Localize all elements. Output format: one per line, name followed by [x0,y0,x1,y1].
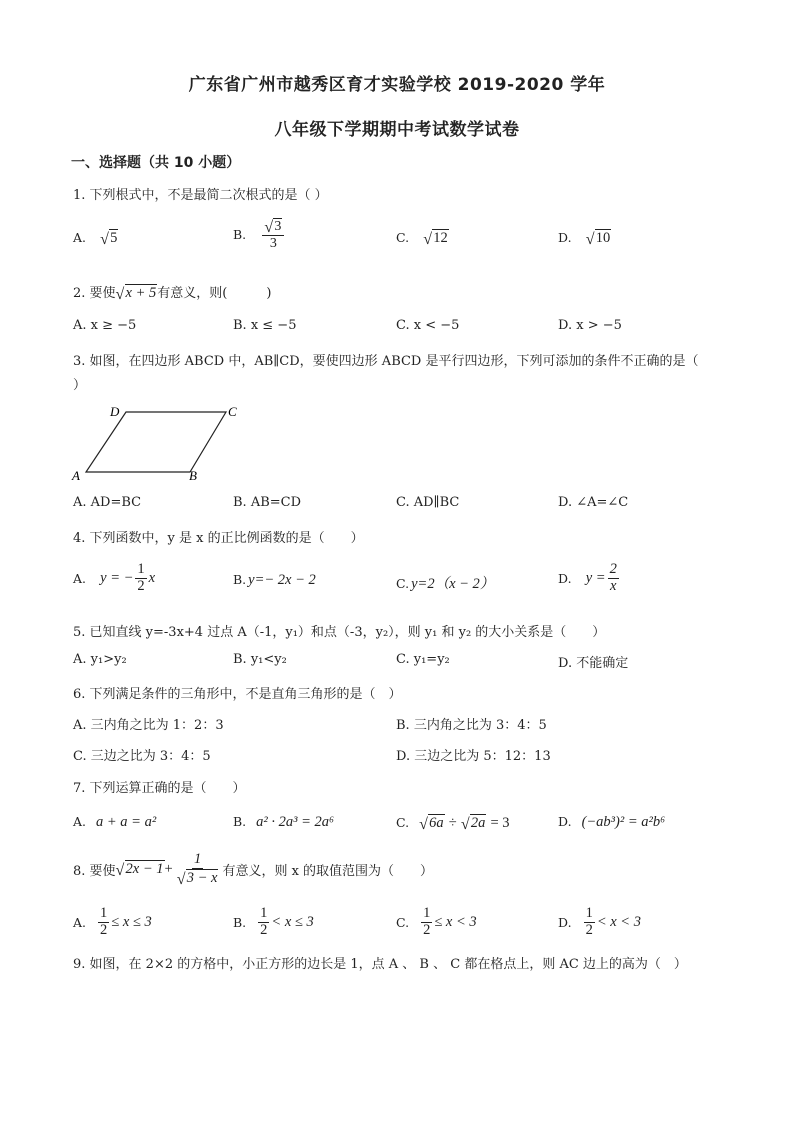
question-3-stem-line-1: 3. 如图，在四边形 ABCD 中，AB∥CD，要使四边形 ABCD 是平行四边形，下列可添加的条件不正确的是（ [73,354,699,369]
question-7-option-c: C. √ 6a ÷ √ 2a = 3 [396,815,510,833]
vertex-label-b: B [189,468,197,483]
question-6-option-b: B. 三内角之比为 3：4：5 [396,718,547,733]
question-5-option-a: A. y₁>y₂ [73,652,127,667]
question-8-option-b: B. $\frac{1}{2}$ < x ≤ 3 [233,905,314,938]
parallelogram-figure [68,400,248,486]
question-6-stem: 6. 下列满足条件的三角形中，不是直角三角形的是（ ） [73,687,402,702]
question-5-stem: 5. 已知直线 y=-3x+4 过点 A（-1，y₁）和点（-3，y₂），则 y₁ 和 y₂ 的大小关系是（ ） [73,625,606,640]
question-4-option-b: B. y=− 2x − 2 [233,572,316,588]
question-1-option-c: C. √ 12 [396,230,448,248]
question-7-option-a: A. a + a = a² [73,814,157,830]
document-title-line-2: 八年级下学期期中考试数学试卷 [274,120,520,140]
question-7-option-b: B. a² · 2a³ = 2a⁶ [233,814,335,830]
question-8-stem: 8. 要使 √ 2x − 1+ 1 √ 3 − x 有意义，则 x 的取值范围为（ ） [73,851,434,888]
question-1-stem: 1. 下列根式中，不是最简二次根式的是（ ） [73,188,328,203]
vertex-label-c: C [228,404,237,419]
question-2-stem: 2. 要使 √ x + 5有意义，则( ) [73,285,272,303]
document-title-line-1: 广东省广州市越秀区育才实验学校 2019-2020 学年 [188,75,606,95]
parallelogram-shape [86,412,226,472]
question-6-option-d: D. 三边之比为 5：12：13 [396,749,551,764]
vertex-label-a: A [72,468,80,483]
section-title: 一、选择题（共 10 小题） [71,155,241,171]
question-3-option-d: D. ∠A=∠C [558,495,629,510]
question-3-option-b: B. AB=CD [233,495,302,510]
question-3-stem-line-2: ） [73,378,87,393]
vertex-label-d: D [110,404,120,419]
question-6-option-c: C. 三边之比为 3：4：5 [73,749,211,764]
question-8-option-a: A. $\frac{1}{2}$ ≤ x ≤ 3 [73,905,152,938]
question-4-stem: 4. 下列函数中，y 是 x 的正比例函数的是（ ） [73,531,364,546]
question-4-option-c: C. y=2（x − 2） [396,576,495,592]
question-8-option-d: D. $\frac{1}{2}$ < x < 3 [558,905,641,938]
question-9-stem: 9. 如图，在 2×2 的方格中，小正方形的边长是 1，点 A 、 B 、 C 都在格点上，则 AC 边上的高为（ ） [73,957,687,972]
question-2-option-c: C. x < −5 [396,318,460,333]
question-8-option-c: C. $\frac{1}{2}$ ≤ x < 3 [396,905,477,938]
question-7-option-d: D. (−ab³)² = a²b⁶ [558,814,666,830]
question-2-option-b: B. x ≤ −5 [233,318,297,333]
question-5-option-c: C. y₁=y₂ [396,652,450,667]
question-3-option-c: C. AD∥BC [396,495,460,510]
question-7-stem: 7. 下列运算正确的是（ ） [73,781,246,796]
question-5-option-b: B. y₁<y₂ [233,652,287,667]
question-1-option-a: A. √ 5 [73,230,118,248]
question-1-option-d: D. √ 10 [558,230,611,248]
question-2-option-a: A. x ≥ −5 [73,318,137,333]
question-2-option-d: D. x > −5 [558,318,622,333]
question-6-option-a: A. 三内角之比为 1：2：3 [73,718,224,733]
question-5-option-d: D. 不能确定 [558,656,629,671]
question-4-option-d: D. y = $\frac{2}{x}$ [558,561,617,594]
question-1-option-b: B. √ 3 3 [233,218,286,251]
question-3-option-a: A. AD=BC [73,495,142,510]
question-4-option-a: A. y = − $\frac{1}{2}$ x [73,561,156,594]
